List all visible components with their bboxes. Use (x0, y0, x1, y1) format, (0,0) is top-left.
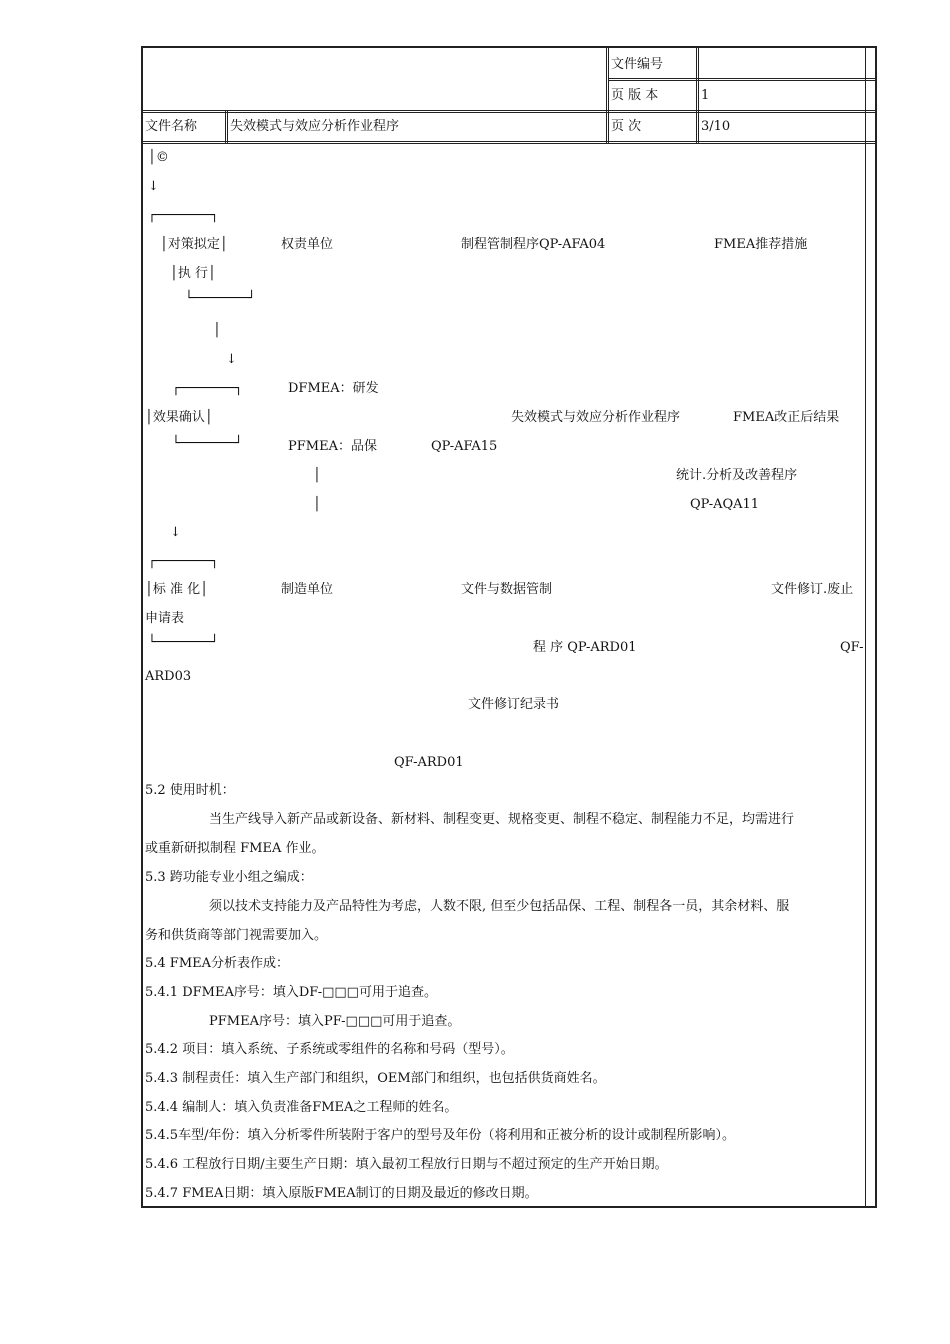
flow-arrow-2: ↓ (170, 525, 181, 540)
flow-qf-ard01: QF-ARD01 (394, 755, 464, 770)
flow-bar-3: │ (313, 497, 321, 512)
flow-doc-data-control: 文件与数据管制 (461, 582, 553, 597)
header-bottom-divider (141, 141, 877, 144)
flow-arrow-1: ↓ (226, 352, 237, 367)
flow-line-1: │© (148, 150, 169, 165)
flow-ard03: ARD03 (145, 669, 192, 684)
section-5-2-body-line1: 当生产线导入新产品或新设备、新材料、制程变更、规格变更、制程不稳定、制程能力不足，均需进行 (209, 812, 795, 827)
section-5-4-1: 5.4.1 DFMEA序号：填入DF-□□□可用于追查。 (145, 985, 437, 1000)
header-col-divider-name (225, 110, 228, 143)
flow-bar-1: │ (213, 323, 221, 338)
doc-no-label: 文件编号 (611, 57, 664, 72)
flow-fmea-recommend: FMEA推荐措施 (714, 237, 808, 252)
page-label: 页 次 (611, 119, 642, 134)
flow-box-top-3: ┌───────┐ (148, 554, 219, 569)
flow-fmea-result: FMEA改正后结果 (733, 410, 840, 425)
section-5-2-body-line2: 或重新研拟制程 FMEA 作业。 (145, 841, 325, 856)
flow-pfmea: PFMEA：品保 (288, 439, 377, 454)
section-5-4-4: 5.4.4 编制人：填入负责准备FMEA之工程师的姓名。 (145, 1100, 458, 1115)
header-col-divider-1 (606, 46, 609, 143)
flow-box-bottom-3: └───────┘ (148, 635, 219, 650)
flow-apply-form: 申请表 (145, 611, 185, 626)
section-5-4-3: 5.4.3 制程责任：填入生产部门和组织，OEM部门和组织，也包括供货商姓名。 (145, 1071, 606, 1086)
section-5-3-body-line1: 须以技术支持能力及产品特性为考虑，人数不限, 但至少包括品保、工程、制程各一员，其余材料、服 (209, 899, 790, 914)
file-name-value: 失效模式与效应分析作业程序 (230, 119, 400, 134)
flow-fmea-program: 失效模式与效应分析作业程序 (511, 410, 681, 425)
version-value: 1 (701, 88, 710, 103)
flow-qp-aqa11: QP-AQA11 (690, 497, 760, 512)
flow-revision-record: 文件修订纪录书 (468, 697, 560, 712)
flow-box-top-2: ┌───────┐ (172, 381, 243, 396)
flow-box-bottom-1: └───────┘ (185, 291, 256, 306)
section-5-2-title: 5.2 使用时机： (145, 783, 235, 798)
flow-box-top-1: ┌───────┐ (148, 208, 219, 223)
flow-dfmea: DFMEA：研发 (288, 381, 379, 396)
flow-countermeasure: │对策拟定│ (160, 237, 228, 252)
flow-qf-prefix: QF- (840, 640, 864, 655)
version-label: 页 版 本 (611, 88, 659, 103)
section-5-4-7: 5.4.7 FMEA日期：填入原版FMEA制订的日期及最近的修改日期。 (145, 1186, 538, 1201)
flow-process-control: 制程管制程序QP-AFA04 (461, 237, 606, 252)
flow-bar-2: │ (313, 468, 321, 483)
section-5-4-title: 5.4 FMEA分析表作成： (145, 956, 290, 971)
section-5-4-6: 5.4.6 工程放行日期/主要生产日期：填入最初工程放行日期与不超过预定的生产开始日期。 (145, 1157, 668, 1172)
flow-execute: │执 行│ (170, 266, 216, 281)
flow-box-bottom-2: └───────┘ (172, 436, 243, 451)
flow-stat-program: 统计.分析及改善程序 (676, 468, 798, 483)
page-value: 3/10 (701, 119, 731, 134)
flow-mfg-unit: 制造单位 (281, 582, 334, 597)
header-row2-divider (141, 110, 877, 113)
flow-doc-revision: 文件修订.废止 (771, 582, 854, 597)
flow-qp-afa15: QP-AFA15 (431, 439, 498, 454)
flow-program-qp-ard01: 程 序 QP-ARD01 (533, 640, 637, 655)
flow-responsible-unit: 权责单位 (281, 237, 334, 252)
section-5-3-body-line2: 务和供货商等部门视需要加入。 (145, 928, 328, 943)
flow-effect-confirm: │效果确认│ (145, 410, 213, 425)
flow-arrow-top: ↓ (148, 179, 159, 194)
section-5-3-title: 5.3 跨功能专业小组之编成： (145, 870, 313, 885)
file-name-label: 文件名称 (145, 119, 198, 134)
header-col-divider-2 (696, 46, 699, 143)
section-5-4-1-pfmea: PFMEA序号：填入PF-□□□可用于追查。 (209, 1014, 461, 1029)
frame-right-inner-border (865, 46, 866, 1208)
flow-standardize: │标 准 化│ (145, 582, 208, 597)
header-row1-divider (608, 78, 876, 81)
document-frame (141, 46, 877, 1208)
section-5-4-5: 5.4.5车型/年份：填入分析零件所装附于客户的型号及年份（将利用和正被分析的设计或制程所影响）。 (145, 1128, 735, 1143)
section-5-4-2: 5.4.2 项目：填入系统、子系统或零组件的名称和号码（型号）。 (145, 1042, 514, 1057)
